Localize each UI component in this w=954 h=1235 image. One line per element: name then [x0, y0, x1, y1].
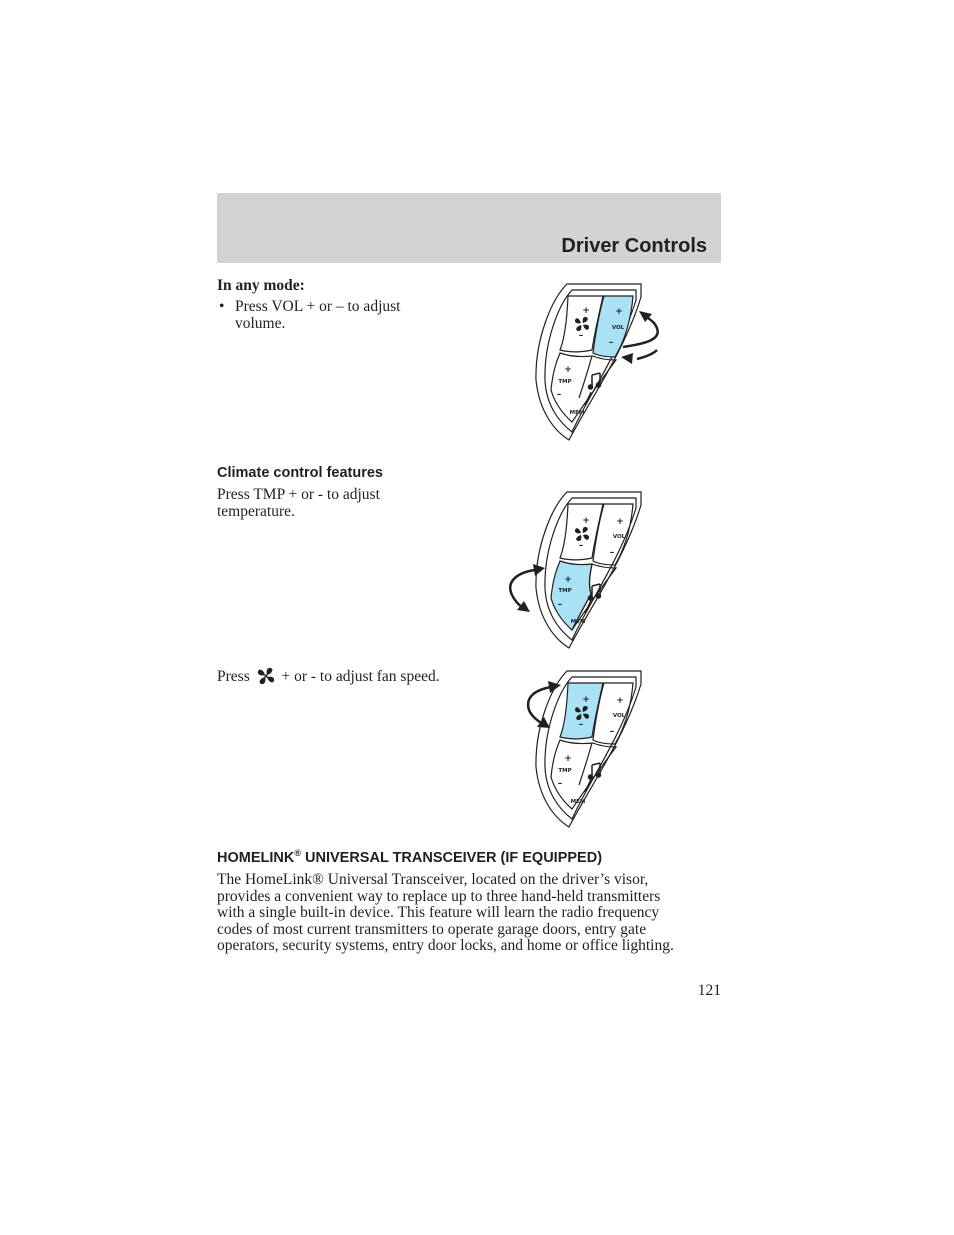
page-number: 121: [697, 982, 721, 999]
tmp-label: TMP: [558, 768, 572, 774]
bullet-text: volume.: [235, 314, 286, 332]
fan-instruction: [217, 667, 440, 690]
fan-icon: [257, 667, 275, 690]
plus-label: +: [564, 365, 572, 375]
climate-heading: Climate control features: [217, 465, 383, 481]
paragraph-line: operators, security systems, entry door locks, and home or office lighting.: [217, 937, 674, 954]
plus-label: +: [616, 517, 624, 527]
minus-label: –: [608, 338, 614, 348]
plus-label: +: [582, 516, 590, 526]
figure-fan: [495, 667, 675, 837]
any-mode-heading: In any mode:: [217, 277, 305, 294]
homelink-heading-part: UNIVERSAL TRANSCEIVER (IF EQUIPPED): [300, 849, 603, 866]
list-item: [217, 299, 457, 332]
figure-vol: [495, 280, 675, 450]
tmp-instruction-line: temperature.: [217, 502, 295, 520]
mem-label: MEM: [570, 619, 586, 625]
paragraph-line: The HomeLink® Universal Transceiver, located on the driver’s visor,: [217, 871, 649, 888]
plus-label: +: [582, 306, 590, 316]
any-mode-bullets: [217, 299, 457, 332]
header-band: [217, 193, 721, 263]
registered-mark: ®: [294, 848, 301, 858]
vol-label: VOL: [611, 325, 625, 331]
vol-label: VOL: [612, 534, 626, 540]
minus-label: –: [557, 779, 563, 789]
paragraph-line: provides a convenient way to replace up to three hand-held transmitters: [217, 887, 661, 905]
plus-label: +: [582, 695, 590, 705]
bullet-text: Press VOL + or – to adjust: [235, 298, 401, 315]
homelink-paragraph: [217, 872, 737, 955]
section-title: Driver Controls: [561, 235, 707, 257]
tmp-instruction-line: Press TMP + or - to adjust: [217, 486, 380, 503]
plus-label: +: [616, 696, 624, 706]
minus-label: –: [557, 600, 563, 610]
figure-tmp: [495, 488, 675, 658]
fan-instruction-before: Press: [217, 668, 250, 685]
minus-label: –: [609, 548, 615, 558]
mem-label: MEM: [570, 799, 586, 805]
tmp-instruction: [217, 487, 380, 520]
fan-instruction-after: + or - to adjust fan speed.: [281, 668, 440, 685]
mem-label: MEM: [569, 410, 585, 416]
minus-label: –: [556, 390, 562, 400]
tmp-label: TMP: [558, 588, 572, 594]
homelink-heading: [217, 848, 602, 866]
tmp-label: TMP: [558, 379, 572, 385]
minus-label: –: [578, 331, 584, 341]
bullet-dot: •: [219, 298, 225, 315]
homelink-heading-part: HOMELINK: [217, 849, 295, 866]
plus-label: +: [564, 754, 572, 764]
arrow-icon: [510, 570, 535, 607]
paragraph-line: codes of most current transmitters to operate garage doors, entry gate: [217, 920, 647, 938]
plus-label: +: [564, 575, 572, 585]
paragraph-line: with a single built-in device. This feature will learn the radio frequency: [217, 904, 660, 921]
minus-label: –: [578, 720, 584, 730]
plus-label: +: [615, 307, 623, 317]
minus-label: –: [578, 541, 584, 551]
vol-label: VOL: [612, 713, 626, 719]
minus-label: –: [609, 727, 615, 737]
